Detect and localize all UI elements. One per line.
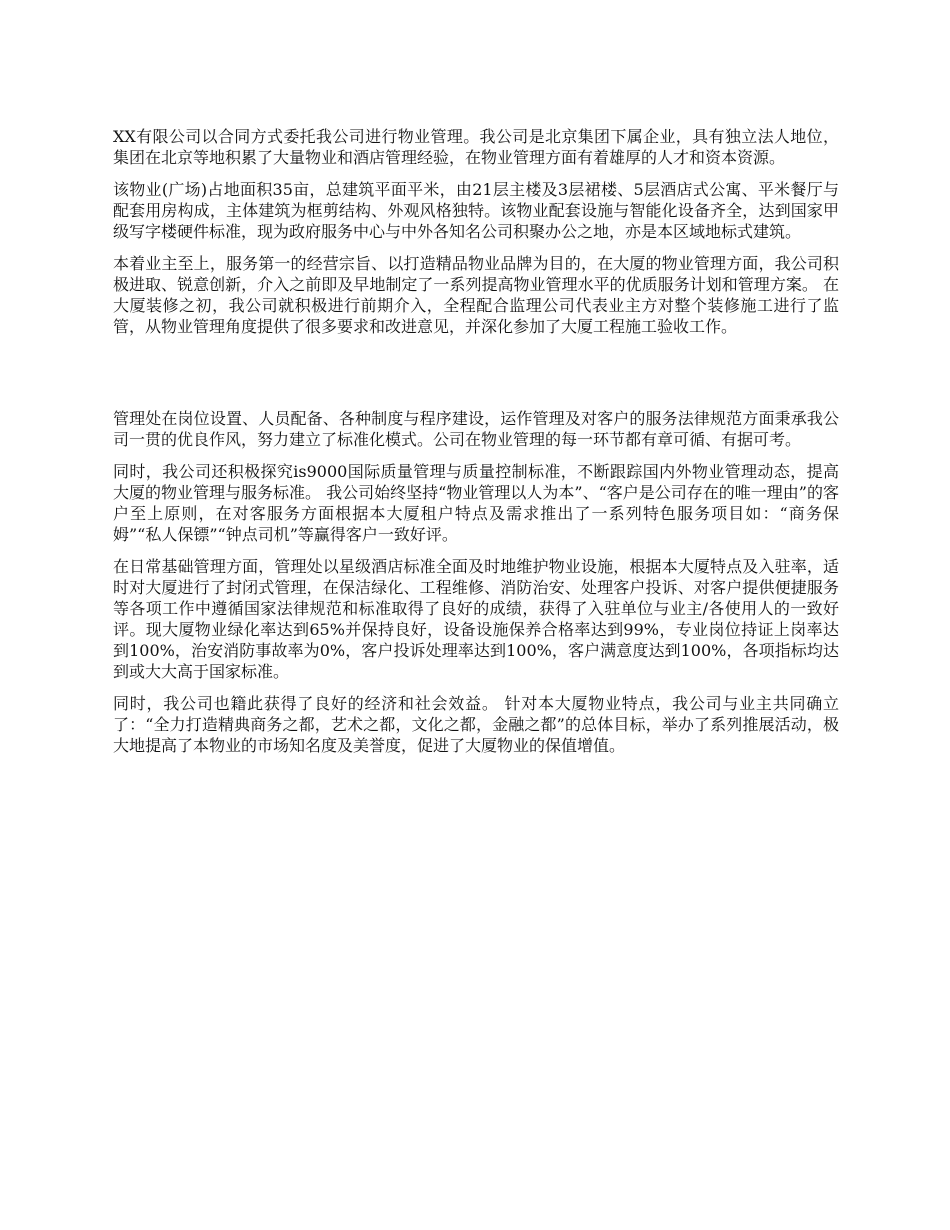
- section-gap: [113, 348, 839, 408]
- section-1: [113, 126, 839, 337]
- section-2: [113, 408, 839, 756]
- paragraph-daily-management: 在日常基础管理方面，管理处以星级酒店标准全面及时地维护物业设施，根据本大厦特点及入驻率，适时对大厦进行了封闭式管理，在保洁绿化、工程维修、消防治安、处理客户投诉、对客户提供便捷服务等各项工作中遵循国家法律规范和标准取得了良好的成绩，获得了入驻单位与业主/各使用人的一致好评。现大厦物业绿化率达到65%并保持良好，设备设施保养合格率达到99%，专业岗位持证上岗率达到100%，治安消防事故率为0%，客户投诉处理率达到100%，客户满意度达到100%，各项指标均达到或大大高于国家标准。: [113, 557, 839, 681]
- paragraph-quality-management: 同时，我公司还积极探究is9000国际质量管理与质量控制标准，不断跟踪国内外物业管理动态，提高大厦的物业管理与服务标准。 我公司始终坚持“物业管理以人为本”、“客户是公司存在的唯一理由”的客户至上原则，在对客服务方面根据本大厦租户特点及需求推出了一系列特色服务项目如：“商务保姆”“私人保镖”“钟点司机”等赢得客户一致好评。: [113, 462, 839, 544]
- paragraph-service-philosophy: 本着业主至上，服务第一的经营宗旨、以打造精品物业品牌为目的，在大厦的物业管理方面，我公司积极进取、锐意创新，介入之前即及早地制定了一系列提高物业管理水平的优质服务计划和管理方案。 在大厦装修之初，我公司就积极进行前期介入，全程配合监理公司代表业主方对整个装修施工进行了监管，从物业管理角度提供了很多要求和改进意见，并深化参加了大厦工程施工验收工作。: [113, 254, 839, 336]
- paragraph-management-standards: 管理处在岗位设置、人员配备、各种制度与程序建设，运作管理及对客户的服务法律规范方面秉承我公司一贯的优良作风，努力建立了标准化模式。公司在物业管理的每一环节都有章可循、有据可考。: [113, 409, 839, 449]
- paragraph-intro: XX有限公司以合同方式委托我公司进行物业管理。我公司是北京集团下属企业，具有独立法人地位，集团在北京等地积累了大量物业和酒店管理经验，在物业管理方面有着雄厚的人才和资本资源。: [113, 127, 839, 167]
- document-page: [113, 126, 839, 767]
- paragraph-benefits: 同时，我公司也籍此获得了良好的经济和社会效益。 针对本大厦物业特点，我公司与业主共同确立了：“全力打造精典商务之都，艺术之都，文化之都，金融之都”的总体目标，举办了系列推展活动，极大地提高了本物业的市场知名度及美誉度，促进了大厦物业的保值增值。: [113, 694, 839, 755]
- paragraph-property-overview: 该物业(广场)占地面积35亩，总建筑平面平米，由21层主楼及3层裙楼、5层酒店式公寓、平米餐厅与配套用房构成，主体建筑为框剪结构、外观风格独特。该物业配套设施与智能化设备齐全，达到国家甲级写字楼硬件标准，现为政府服务中心与中外各知名公司积聚办公之地，亦是本区域地标式建筑。: [113, 180, 839, 241]
